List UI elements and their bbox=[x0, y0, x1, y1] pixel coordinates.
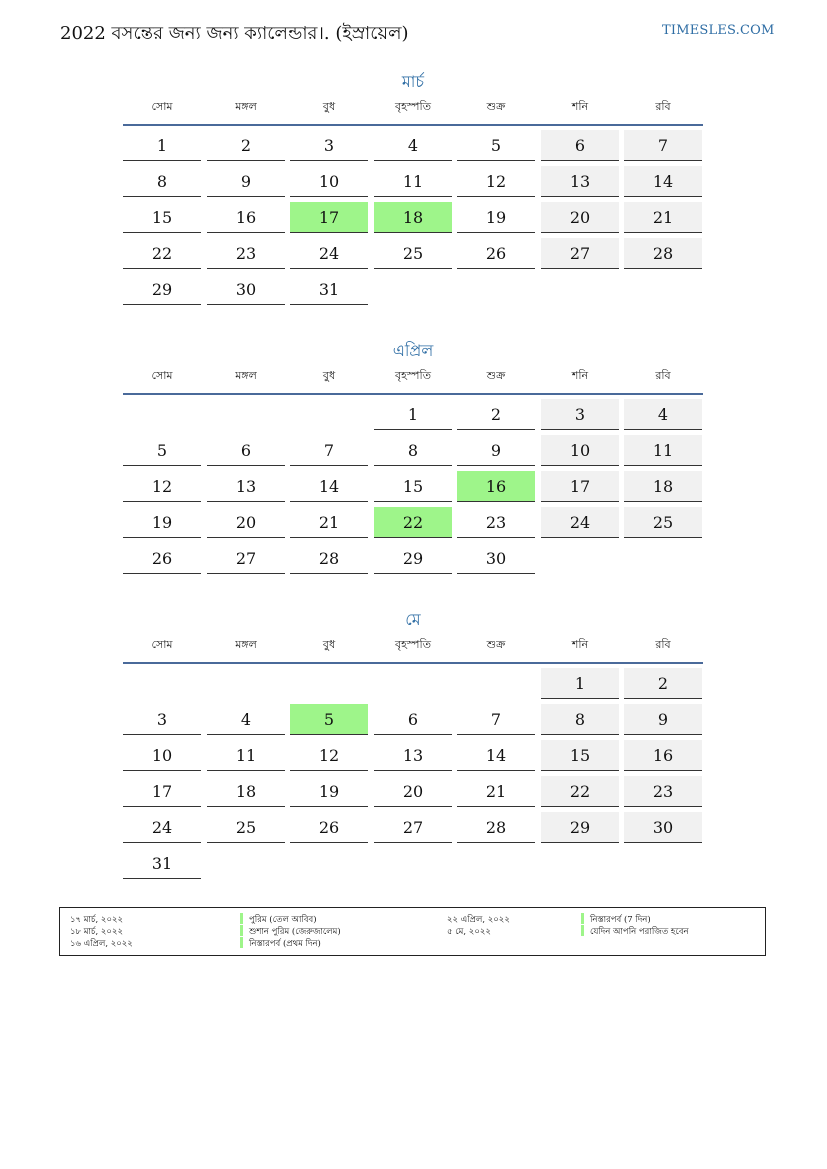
weekday-label: শুক্র bbox=[486, 369, 506, 382]
day-cell[interactable]: 2 bbox=[457, 399, 535, 430]
day-cell[interactable]: 19 bbox=[457, 202, 535, 233]
day-cell[interactable]: 17 bbox=[123, 776, 201, 807]
legend-date: ২২ এপ্রিল, ২০২২ bbox=[447, 915, 510, 925]
day-cell[interactable]: 15 bbox=[123, 202, 201, 233]
day-cell[interactable]: 11 bbox=[374, 166, 452, 197]
day-cell[interactable]: 13 bbox=[541, 166, 619, 197]
day-cell[interactable]: 26 bbox=[290, 812, 368, 843]
day-cell[interactable]: 31 bbox=[123, 848, 201, 879]
day-cell[interactable]: 4 bbox=[207, 704, 285, 735]
day-cell[interactable]: 5 bbox=[290, 704, 368, 735]
day-cell[interactable]: 25 bbox=[207, 812, 285, 843]
weekday-label: বৃহস্পতি bbox=[395, 369, 431, 382]
day-cell[interactable]: 4 bbox=[374, 130, 452, 161]
legend-date: ১৬ এপ্রিল, ২০২২ bbox=[70, 939, 133, 949]
day-cell[interactable]: 26 bbox=[123, 543, 201, 574]
day-cell[interactable]: 22 bbox=[541, 776, 619, 807]
day-cell[interactable]: 25 bbox=[374, 238, 452, 269]
day-cell[interactable]: 27 bbox=[541, 238, 619, 269]
day-cell[interactable]: 7 bbox=[290, 435, 368, 466]
month-name: মে bbox=[405, 610, 421, 629]
day-cell[interactable]: 26 bbox=[457, 238, 535, 269]
legend-holiday-name: শুশান পুরিম (জেরুজালেম) bbox=[249, 927, 341, 937]
day-cell[interactable]: 15 bbox=[541, 740, 619, 771]
day-cell[interactable]: 1 bbox=[374, 399, 452, 430]
site-name[interactable]: TIMESLES.COM bbox=[662, 23, 775, 38]
day-cell[interactable]: 22 bbox=[123, 238, 201, 269]
day-cell[interactable]: 29 bbox=[123, 274, 201, 305]
month-name: এপ্রিল bbox=[392, 341, 434, 360]
weekday-label: সোম bbox=[151, 100, 173, 113]
day-cell[interactable]: 8 bbox=[123, 166, 201, 197]
day-cell[interactable]: 5 bbox=[457, 130, 535, 161]
legend-holiday-name: পুরিম (তেল আবিব) bbox=[249, 915, 317, 925]
day-cell[interactable]: 30 bbox=[624, 812, 702, 843]
day-cell[interactable]: 22 bbox=[374, 507, 452, 538]
month-name: মার্চ bbox=[401, 72, 425, 91]
header-rule bbox=[123, 393, 703, 395]
legend-color-marker bbox=[240, 925, 243, 936]
legend-color-marker bbox=[240, 913, 243, 924]
weekday-label: মঙ্গল bbox=[235, 638, 257, 651]
day-cell[interactable]: 9 bbox=[457, 435, 535, 466]
day-cell[interactable]: 12 bbox=[290, 740, 368, 771]
weekday-label: শনি bbox=[571, 369, 589, 382]
day-cell[interactable]: 7 bbox=[624, 130, 702, 161]
weekday-label: রবি bbox=[655, 638, 671, 651]
day-cell[interactable]: 20 bbox=[207, 507, 285, 538]
weekday-header bbox=[123, 636, 703, 664]
weekday-label: সোম bbox=[151, 638, 173, 651]
legend-date: ১৮ মার্চ, ২০২২ bbox=[70, 927, 124, 937]
header-rule bbox=[123, 662, 703, 664]
day-cell[interactable]: 7 bbox=[457, 704, 535, 735]
day-cell[interactable]: 15 bbox=[374, 471, 452, 502]
day-cell[interactable]: 14 bbox=[624, 166, 702, 197]
day-cell[interactable]: 10 bbox=[290, 166, 368, 197]
day-cell[interactable]: 3 bbox=[290, 130, 368, 161]
day-cell[interactable]: 14 bbox=[457, 740, 535, 771]
day-cell[interactable]: 25 bbox=[624, 507, 702, 538]
day-cell[interactable]: 27 bbox=[374, 812, 452, 843]
day-cell[interactable]: 1 bbox=[541, 668, 619, 699]
weekday-label: শুক্র bbox=[486, 638, 506, 651]
day-cell[interactable]: 8 bbox=[374, 435, 452, 466]
legend-color-marker bbox=[581, 913, 584, 924]
weekday-label: শনি bbox=[571, 638, 589, 651]
day-cell[interactable]: 23 bbox=[207, 238, 285, 269]
day-cell[interactable]: 10 bbox=[123, 740, 201, 771]
day-cell[interactable]: 13 bbox=[374, 740, 452, 771]
day-cell[interactable]: 5 bbox=[123, 435, 201, 466]
weekday-label: রবি bbox=[655, 100, 671, 113]
day-cell[interactable]: 16 bbox=[457, 471, 535, 502]
day-cell[interactable]: 21 bbox=[624, 202, 702, 233]
weekday-label: সোম bbox=[151, 369, 173, 382]
day-cell[interactable]: 29 bbox=[374, 543, 452, 574]
day-cell[interactable]: 6 bbox=[207, 435, 285, 466]
month-block bbox=[123, 70, 703, 299]
day-cell[interactable]: 6 bbox=[374, 704, 452, 735]
day-cell[interactable]: 12 bbox=[123, 471, 201, 502]
legend-date: ৫ মে, ২০২২ bbox=[447, 927, 491, 937]
day-cell[interactable]: 19 bbox=[290, 776, 368, 807]
day-cell[interactable]: 20 bbox=[541, 202, 619, 233]
day-cell[interactable]: 28 bbox=[624, 238, 702, 269]
day-cell[interactable]: 8 bbox=[541, 704, 619, 735]
day-cell[interactable]: 3 bbox=[541, 399, 619, 430]
day-cell[interactable]: 11 bbox=[624, 435, 702, 466]
day-cell[interactable]: 23 bbox=[624, 776, 702, 807]
day-cell[interactable]: 28 bbox=[290, 543, 368, 574]
day-cell[interactable]: 10 bbox=[541, 435, 619, 466]
day-cell[interactable]: 9 bbox=[624, 704, 702, 735]
month-block bbox=[123, 608, 703, 873]
day-cell[interactable]: 24 bbox=[123, 812, 201, 843]
day-cell[interactable]: 23 bbox=[457, 507, 535, 538]
legend-holiday-name: নিস্তারপর্ব (7 দিন) bbox=[590, 915, 651, 925]
day-cell[interactable]: 24 bbox=[541, 507, 619, 538]
weekday-label: বুধ bbox=[322, 369, 336, 382]
day-cell[interactable]: 17 bbox=[541, 471, 619, 502]
day-cell[interactable]: 17 bbox=[290, 202, 368, 233]
day-cell[interactable]: 20 bbox=[374, 776, 452, 807]
day-cell[interactable]: 27 bbox=[207, 543, 285, 574]
day-cell[interactable]: 9 bbox=[207, 166, 285, 197]
day-cell[interactable]: 30 bbox=[457, 543, 535, 574]
day-cell[interactable]: 31 bbox=[290, 274, 368, 305]
month-block bbox=[123, 339, 703, 568]
weekday-label: বুধ bbox=[322, 638, 336, 651]
day-cell[interactable]: 28 bbox=[457, 812, 535, 843]
day-cell[interactable]: 6 bbox=[541, 130, 619, 161]
day-cell[interactable]: 18 bbox=[374, 202, 452, 233]
legend-holiday-name: নিস্তারপর্ব (প্রথম দিন) bbox=[249, 939, 321, 949]
day-cell[interactable]: 30 bbox=[207, 274, 285, 305]
day-cell[interactable]: 16 bbox=[207, 202, 285, 233]
legend-color-marker bbox=[581, 925, 584, 936]
day-cell[interactable]: 18 bbox=[207, 776, 285, 807]
weekday-label: বৃহস্পতি bbox=[395, 100, 431, 113]
day-cell[interactable]: 18 bbox=[624, 471, 702, 502]
day-cell[interactable]: 3 bbox=[123, 704, 201, 735]
day-cell[interactable]: 24 bbox=[290, 238, 368, 269]
weekday-label: মঙ্গল bbox=[235, 369, 257, 382]
day-cell[interactable]: 12 bbox=[457, 166, 535, 197]
day-cell[interactable]: 2 bbox=[207, 130, 285, 161]
legend-holiday-name: যেদিন আপনি পরাজিত হবেন bbox=[590, 927, 689, 937]
weekday-header bbox=[123, 98, 703, 126]
day-cell[interactable]: 29 bbox=[541, 812, 619, 843]
header-rule bbox=[123, 124, 703, 126]
weekday-label: শুক্র bbox=[486, 100, 506, 113]
page-title: 2022 বসন্তের জন্য জন্য ক্যালেন্ডার।. (ইস্রায়েল) bbox=[60, 23, 409, 44]
day-cell[interactable]: 13 bbox=[207, 471, 285, 502]
day-cell[interactable]: 2 bbox=[624, 668, 702, 699]
weekday-header bbox=[123, 367, 703, 395]
legend-date: ১৭ মার্চ, ২০২২ bbox=[70, 915, 124, 925]
day-cell[interactable]: 19 bbox=[123, 507, 201, 538]
weekday-label: রবি bbox=[655, 369, 671, 382]
weekday-label: বৃহস্পতি bbox=[395, 638, 431, 651]
weekday-label: মঙ্গল bbox=[235, 100, 257, 113]
day-cell[interactable]: 21 bbox=[290, 507, 368, 538]
day-cell[interactable]: 1 bbox=[123, 130, 201, 161]
day-cell[interactable]: 4 bbox=[624, 399, 702, 430]
weekday-label: বুধ bbox=[322, 100, 336, 113]
legend-color-marker bbox=[240, 937, 243, 948]
holiday-legend bbox=[59, 907, 766, 956]
day-cell[interactable]: 11 bbox=[207, 740, 285, 771]
day-cell[interactable]: 16 bbox=[624, 740, 702, 771]
day-cell[interactable]: 21 bbox=[457, 776, 535, 807]
weekday-label: শনি bbox=[571, 100, 589, 113]
day-cell[interactable]: 14 bbox=[290, 471, 368, 502]
